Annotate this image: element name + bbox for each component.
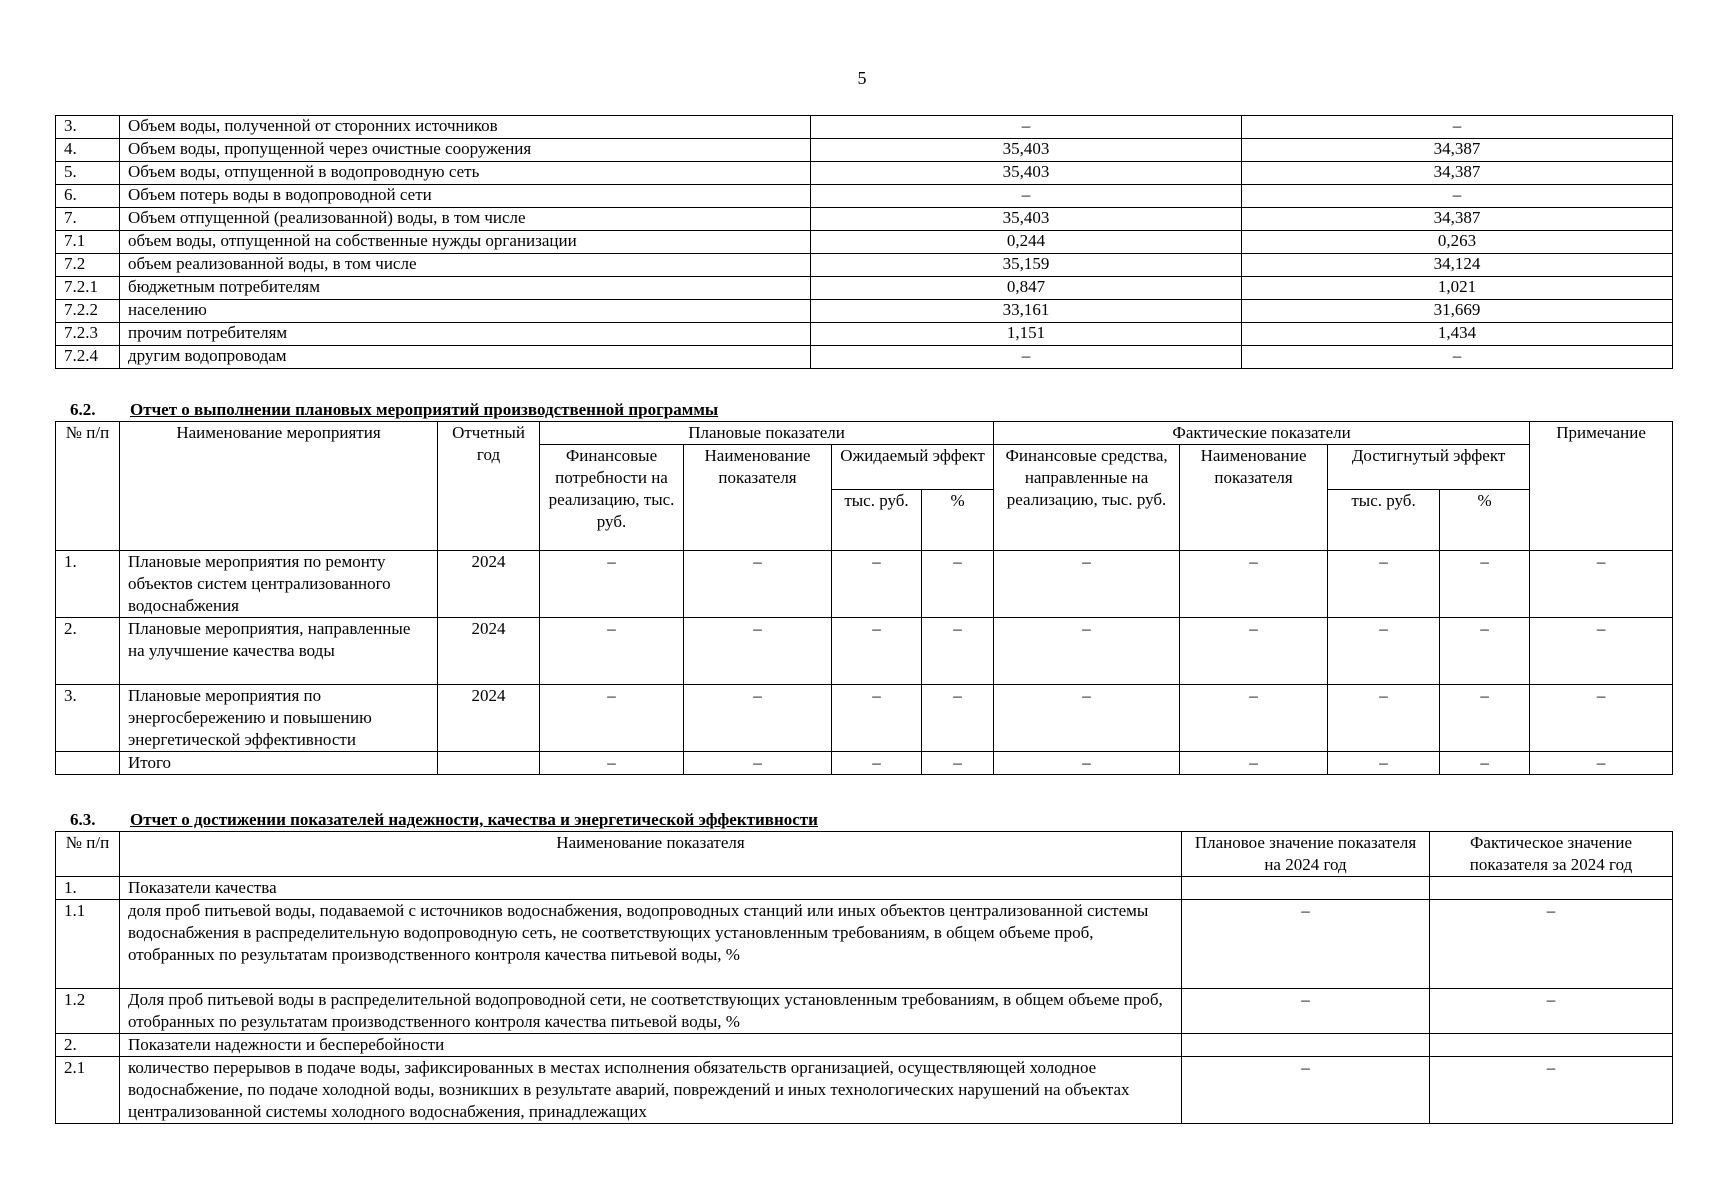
header-achieved-pct: % (1440, 490, 1530, 551)
cell-value: – (1180, 685, 1328, 752)
cell-value: – (994, 685, 1180, 752)
cell-value: – (540, 752, 684, 775)
row-number: 3. (56, 685, 120, 752)
table-row (56, 1034, 1673, 1057)
row-number: 7.2 (56, 254, 120, 277)
row-name: Объем потерь воды в водопроводной сети (120, 185, 811, 208)
row-name: объем реализованной воды, в том числе (120, 254, 811, 277)
cell-value: – (922, 752, 994, 775)
plan-value: 35,159 (811, 254, 1242, 277)
fact-value: 31,669 (1242, 300, 1673, 323)
plan-value: 35,403 (811, 139, 1242, 162)
row-name: Плановые мероприятия, направленные на улучшение качества воды (120, 618, 438, 685)
section-title-text: Отчет о выполнении плановых мероприятий производственной программы (130, 400, 719, 419)
header-planned: Плановые показатели (540, 422, 994, 445)
header-fact: Фактическое значение показателя за 2024 год (1430, 832, 1673, 877)
fact-value: – (1242, 346, 1673, 369)
fact-value: 0,263 (1242, 231, 1673, 254)
header-fin-means: Финансовые средства, направленные на реализацию, тыс. руб. (994, 445, 1180, 551)
header-fin-needs: Финансовые потребности на реализацию, тыс. руб. (540, 445, 684, 551)
row-name: Показатели надежности и бесперебойности (120, 1034, 1182, 1057)
row-number: 7.2.2 (56, 300, 120, 323)
row-name: прочим потребителям (120, 323, 811, 346)
plan-value: 0,244 (811, 231, 1242, 254)
row-name: населению (120, 300, 811, 323)
row-number: 7.2.3 (56, 323, 120, 346)
section-number: 6.2. (70, 400, 96, 419)
table-row (56, 231, 1673, 254)
cell-value: – (1440, 618, 1530, 685)
row-number: 3. (56, 116, 120, 139)
plan-value: – (811, 346, 1242, 369)
header-num: № п/п (56, 832, 120, 877)
row-name: Показатели качества (120, 877, 1182, 900)
plan-value: – (1182, 900, 1430, 989)
row-name: Объем отпущенной (реализованной) воды, в том числе (120, 208, 811, 231)
row-name: Объем воды, отпущенной в водопроводную сеть (120, 162, 811, 185)
header-expected-pct: % (922, 490, 994, 551)
table-row (56, 277, 1673, 300)
table-row (56, 551, 1673, 618)
total-row (56, 752, 1673, 775)
row-year: 2024 (438, 551, 540, 618)
fact-value: – (1242, 185, 1673, 208)
fact-value: 34,124 (1242, 254, 1673, 277)
cell-value: – (684, 685, 832, 752)
cell-value: – (1328, 752, 1440, 775)
section-title-text: Отчет о достижении показателей надежности, качества и энергетической эффективности (130, 810, 818, 829)
fact-value: – (1242, 116, 1673, 139)
table-row (56, 300, 1673, 323)
cell-value: – (994, 551, 1180, 618)
row-number: 1. (56, 877, 120, 900)
cell-value: – (1328, 551, 1440, 618)
row-number: 7.2.4 (56, 346, 120, 369)
cell-value: – (1530, 752, 1673, 775)
header-indicator-name: Наименование показателя (684, 445, 832, 551)
row-number: 2. (56, 618, 120, 685)
header-year: Отчетный год (438, 422, 540, 551)
fact-value: 34,387 (1242, 139, 1673, 162)
header-num: № п/п (56, 422, 120, 551)
table-row (56, 685, 1673, 752)
row-name: бюджетным потребителям (120, 277, 811, 300)
plan-value: 35,403 (811, 162, 1242, 185)
table-row (56, 900, 1673, 989)
cell-value: – (832, 752, 922, 775)
cell-value: – (994, 752, 1180, 775)
header-row (56, 422, 1673, 445)
cell-value: – (684, 551, 832, 618)
cell-value: – (540, 551, 684, 618)
row-name: объем воды, отпущенной на собственные нужды организации (120, 231, 811, 254)
cell-value: – (1180, 752, 1328, 775)
section-6-2-title (70, 400, 718, 420)
cell-value: – (1530, 551, 1673, 618)
table-row (56, 877, 1673, 900)
row-name: другим водопроводам (120, 346, 811, 369)
row-name: доля проб питьевой воды, подаваемой с источников водоснабжения, водопроводных станций или иных объектов централизованной системы водоснабжения в распределительную водопроводную сеть, не соответствующих установленным требованиям, в общем объеме проб, отобранных по результатам производственного контроля качества питьевой воды, % (120, 900, 1182, 989)
table-row (56, 1057, 1673, 1124)
row-number (56, 752, 120, 775)
header-plan: Плановое значение показателя на 2024 год (1182, 832, 1430, 877)
cell-value: – (684, 752, 832, 775)
row-number: 7.2.1 (56, 277, 120, 300)
plan-value: – (1182, 1057, 1430, 1124)
water-volume-table (55, 115, 1673, 369)
header-expected-rub: тыс. руб. (832, 490, 922, 551)
table-row (56, 346, 1673, 369)
cell-value: – (1440, 752, 1530, 775)
cell-value: – (684, 618, 832, 685)
cell-value: – (1440, 685, 1530, 752)
plan-value (1182, 1034, 1430, 1057)
row-name: Объем воды, пропущенной через очистные сооружения (120, 139, 811, 162)
row-number: 4. (56, 139, 120, 162)
row-number: 2. (56, 1034, 120, 1057)
cell-value: – (832, 685, 922, 752)
fact-value: – (1430, 989, 1673, 1034)
cell-value: – (1530, 618, 1673, 685)
plan-value: 0,847 (811, 277, 1242, 300)
row-number: 7.1 (56, 231, 120, 254)
fact-value: 34,387 (1242, 208, 1673, 231)
indicators-table (55, 831, 1673, 1124)
table-row (56, 139, 1673, 162)
plan-value: – (811, 116, 1242, 139)
fact-value: 1,021 (1242, 277, 1673, 300)
cell-value: – (1530, 685, 1673, 752)
cell-value: – (1328, 685, 1440, 752)
row-name: Объем воды, полученной от сторонних источников (120, 116, 811, 139)
plan-value: 1,151 (811, 323, 1242, 346)
header-actual: Фактические показатели (994, 422, 1530, 445)
cell-value: – (1328, 618, 1440, 685)
header-achieved-effect: Достигнутый эффект (1328, 445, 1530, 490)
plan-value: 35,403 (811, 208, 1242, 231)
plan-value: 33,161 (811, 300, 1242, 323)
cell-value: – (540, 618, 684, 685)
header-name: Наименование показателя (120, 832, 1182, 877)
row-year: 2024 (438, 618, 540, 685)
row-year: 2024 (438, 685, 540, 752)
cell-value: – (922, 551, 994, 618)
header-expected-effect: Ожидаемый эффект (832, 445, 994, 490)
fact-value: – (1430, 1057, 1673, 1124)
fact-value: 34,387 (1242, 162, 1673, 185)
cell-value: – (922, 685, 994, 752)
table-row (56, 208, 1673, 231)
row-number: 7. (56, 208, 120, 231)
fact-value (1430, 877, 1673, 900)
plan-value: – (1182, 989, 1430, 1034)
table-row (56, 254, 1673, 277)
row-name: Плановые мероприятия по ремонту объектов систем централизованного водоснабжения (120, 551, 438, 618)
page-number: 5 (857, 68, 867, 88)
row-number: 5. (56, 162, 120, 185)
row-number: 1.1 (56, 900, 120, 989)
cell-value: – (832, 551, 922, 618)
row-number: 1. (56, 551, 120, 618)
fact-value: 1,434 (1242, 323, 1673, 346)
cell-value: – (1180, 551, 1328, 618)
table-row (56, 323, 1673, 346)
fact-value (1430, 1034, 1673, 1057)
fact-value: – (1430, 900, 1673, 989)
header-row (56, 832, 1673, 877)
row-number: 6. (56, 185, 120, 208)
table-row (56, 162, 1673, 185)
row-number: 1.2 (56, 989, 120, 1034)
cell-value: – (1180, 618, 1328, 685)
table-row (56, 116, 1673, 139)
row-name: Плановые мероприятия по энергосбережению и повышению энергетической эффективности (120, 685, 438, 752)
section-number: 6.3. (70, 810, 96, 829)
header-name: Наименование мероприятия (120, 422, 438, 551)
row-name: количество перерывов в подаче воды, зафиксированных в местах исполнения обязательств организацией, осуществляющей холодное водоснабжение, по подаче холодной воды, возникших в результате аварий, повреждений и иных технологических нарушений на объектах централизованной системы холодного водоснабжения, принадлежащих (120, 1057, 1182, 1124)
cell-value: – (1440, 551, 1530, 618)
plan-value (1182, 877, 1430, 900)
header-indicator-name-actual: Наименование показателя (1180, 445, 1328, 551)
row-name: Доля проб питьевой воды в распределительной водопроводной сети, не соответствующих установленным требованиям, в общем объеме проб, отобранных по результатам производственного контроля качества питьевой воды, % (120, 989, 1182, 1034)
table-row (56, 989, 1673, 1034)
table-row (56, 185, 1673, 208)
plan-value: – (811, 185, 1242, 208)
row-number: 2.1 (56, 1057, 120, 1124)
row-year (438, 752, 540, 775)
cell-value: – (994, 618, 1180, 685)
total-label: Итого (120, 752, 438, 775)
cell-value: – (540, 685, 684, 752)
cell-value: – (832, 618, 922, 685)
planned-measures-table (55, 421, 1673, 775)
header-achieved-rub: тыс. руб. (1328, 490, 1440, 551)
cell-value: – (922, 618, 994, 685)
table-row (56, 618, 1673, 685)
header-note: Примечание (1530, 422, 1673, 551)
section-6-3-title (70, 810, 818, 830)
